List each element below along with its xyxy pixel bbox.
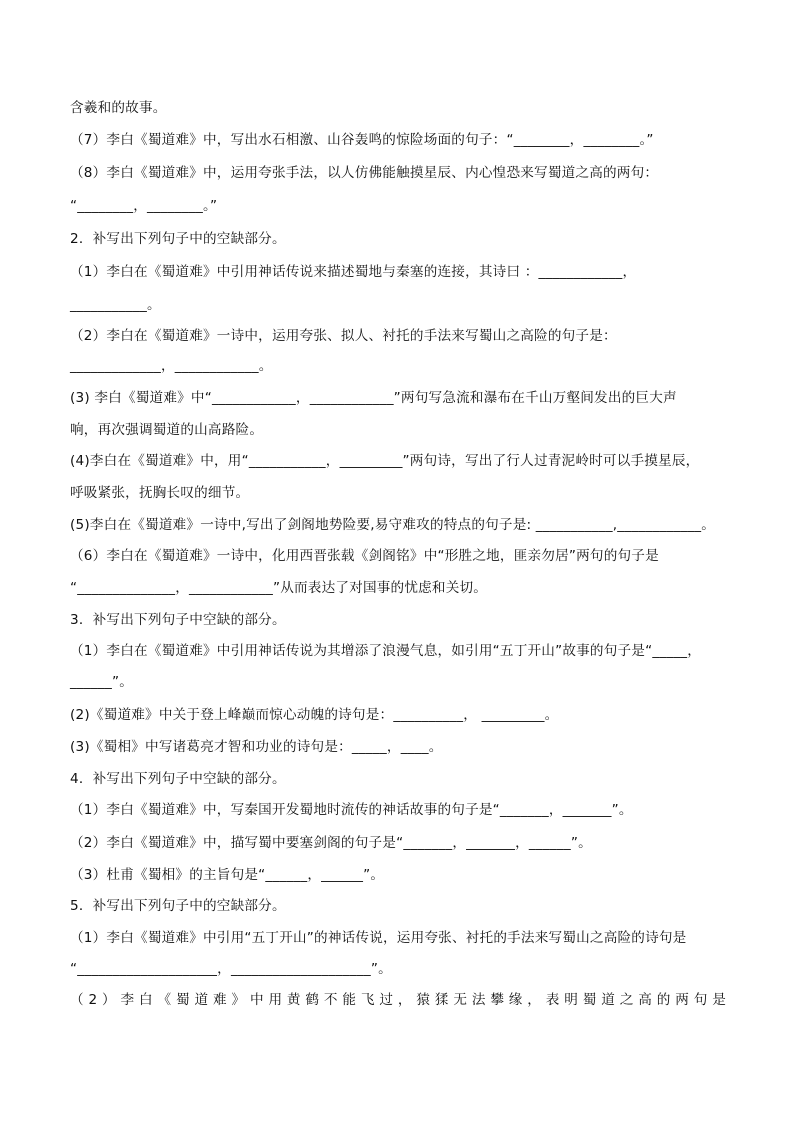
text-line: （3）杜甫《蜀相》的主旨句是“______，______”。 xyxy=(70,867,385,883)
text-line: (3) 李白《蜀道难》中“____________，____________”两句写急流和瀑布在千山万壑间发出的巨大声 xyxy=(70,390,677,406)
text-line: 响，再次强调蜀道的山高路险。 xyxy=(70,422,264,438)
text-line: （2）李白《蜀道难》中用黄鹤不能飞过，猿猱无法攀缘，表明蜀道之高的两句是 xyxy=(70,992,726,1008)
text-line: _____________，____________。 xyxy=(70,358,273,374)
text-line: (2)《蜀道难》中关于登上峰巅而惊心动魄的诗句是：__________， _________。 xyxy=(70,707,559,723)
text-line: （8）李白《蜀道难》中，运用夸张手法，以人仿佛能触摸星辰、内心惶恐来写蜀道之高的两句： xyxy=(70,165,659,181)
question-heading: 3．补写出下列句子中空缺的部分。 xyxy=(70,612,286,628)
text-line: (3)《蜀相》中写诸葛亮才智和功业的诗句是：_____，____。 xyxy=(70,739,443,755)
question-heading: 4．补写出下列句子中空缺的部分。 xyxy=(70,771,286,787)
text-line: 含羲和的故事。 xyxy=(70,100,167,116)
text-line: (5)李白在《蜀道难》一诗中,写出了剑阁地势险要,易守难攻的特点的句子是: ___________,____________。 xyxy=(70,517,716,533)
question-heading: 5．补写出下列句子中的空缺部分。 xyxy=(70,898,286,914)
text-line: （2）李白在《蜀道难》一诗中，运用夸张、拟人、衬托的手法来写蜀山之高险的句子是： xyxy=(70,328,617,344)
text-line: “______________，____________”从而表达了对国事的忧虑和关切。 xyxy=(70,580,488,596)
text-line: （2）李白《蜀道难》中，描写蜀中要塞剑阁的句子是“_______，_______，______”。 xyxy=(70,835,592,851)
text-line: ___________。 xyxy=(70,297,161,313)
text-line: “________，________。” xyxy=(70,198,218,214)
text-line: （1）李白在《蜀道难》中引用神话传说为其增添了浪漫气息，如引用“五丁开山”故事的句子是“_____， xyxy=(70,643,702,659)
text-line: （1）李白《蜀道难》中，写秦国开发蜀地时流传的神话故事的句子是“_______，_______”。 xyxy=(70,802,633,818)
text-line: “____________________，____________________”。 xyxy=(70,961,392,977)
text-line: (4)李白在《蜀道难》中，用“___________，_________”两句诗，写出了行人过青泥岭时可以手摸星辰， xyxy=(70,453,700,469)
text-line: （1）李白《蜀道难》中引用“五丁开山”的神话传说，运用夸张、衬托的手法来写蜀山之高险的诗句是 xyxy=(70,930,687,946)
question-heading: 2．补写出下列句子中的空缺部分。 xyxy=(70,231,286,247)
text-line: 呼吸紧张，抚胸长叹的细节。 xyxy=(70,485,250,501)
text-line: （1）李白在《蜀道难》中引用神话传说来描述蜀地与秦塞的连接，其诗曰 ：____________， xyxy=(70,264,637,280)
text-line: （6）李白在《蜀道难》一诗中，化用西晋张载《剑阁铭》中“形胜之地，匪亲勿居”两句的句子是 xyxy=(70,548,659,564)
text-line: （7）李白《蜀道难》中，写出水石相激、山谷轰鸣的惊险场面的句子：“________，________。” xyxy=(70,132,654,148)
text-line: ______”。 xyxy=(70,674,134,690)
